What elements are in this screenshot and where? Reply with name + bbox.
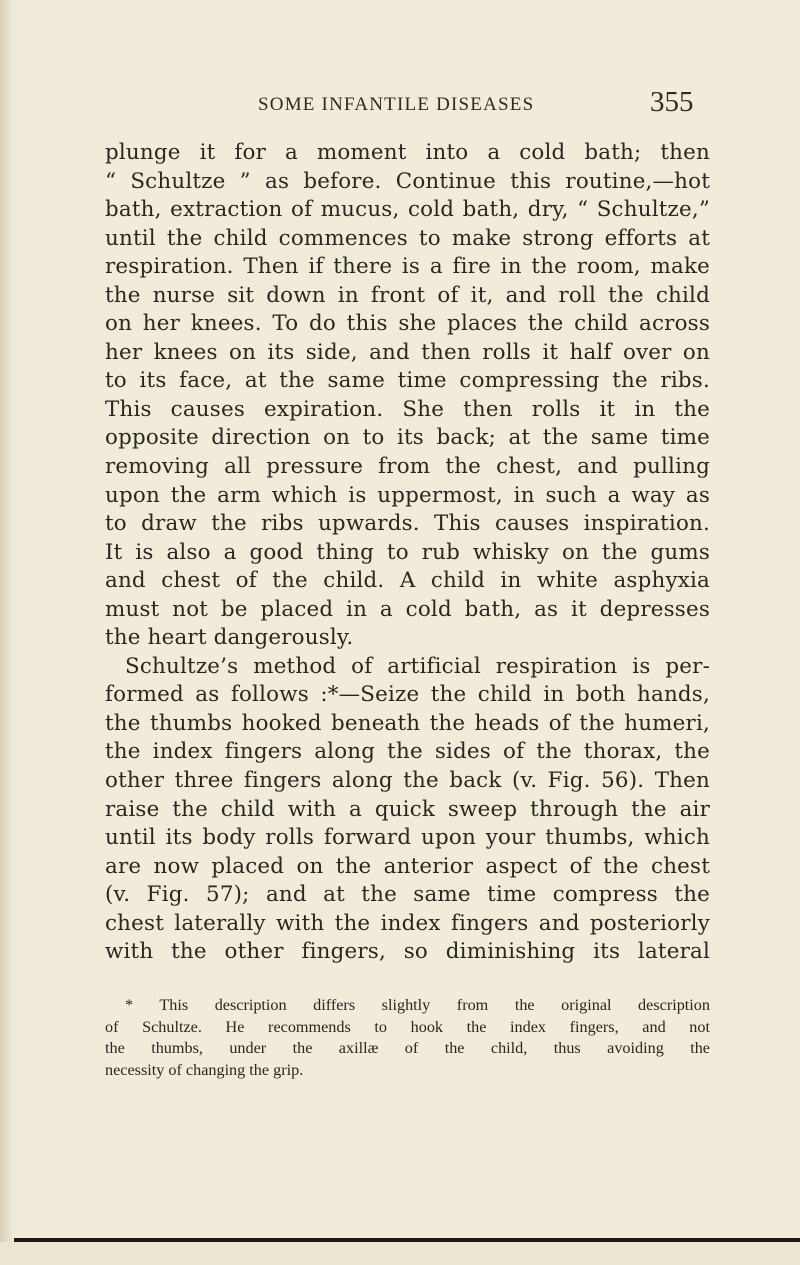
text-line: the index fingers along the sides of the thorax, the [105, 739, 710, 765]
text-line: the thumbs hooked beneath the heads of the humeri, [105, 710, 710, 736]
text-line: until its body rolls forward upon your thumbs, which [105, 825, 710, 851]
text-line: “ Schultze ” as before. Continue this routine,—hot [105, 168, 710, 194]
text-line: respiration. Then if there is a fire in the room, make [105, 254, 710, 280]
text-line: chest laterally with the index fingers and posteriorly [105, 910, 710, 936]
footnote [105, 995, 710, 1081]
text-line: are now placed on the anterior aspect of the chest [105, 853, 710, 879]
text-line: Schultze’s method of artificial respiration is per- [125, 653, 710, 679]
text-line: to draw the ribs upwards. This causes inspiration. [105, 511, 710, 537]
text-line: removing all pressure from the chest, and pulling [105, 454, 710, 480]
text-line: the heart dangerously. [105, 625, 354, 651]
page-edge-shadow [0, 0, 14, 1265]
text-line: to its face, at the same time compressing the ribs. [105, 368, 710, 394]
text-line: opposite direction on to its back; at the same time [105, 425, 710, 451]
text-line: the nurse sit down in front of it, and roll the child [105, 282, 710, 308]
text-line: until the child commences to make strong efforts at [105, 225, 710, 251]
running-head [0, 86, 800, 130]
text-line: bath, extraction of mucus, cold bath, dry, “ Schultze,” [105, 197, 710, 223]
footnote-line: necessity of changing the grip. [105, 1060, 304, 1079]
text-line: upon the arm which is uppermost, in such a way as [105, 482, 710, 508]
text-line: It is also a good thing to rub whisky on the gums [105, 539, 710, 565]
body-text [105, 139, 710, 967]
text-line: on her knees. To do this she places the child across [105, 311, 710, 337]
text-line: This causes expiration. She then rolls it in the [105, 396, 710, 422]
footnote-line: * This description differs slightly from the original description [125, 996, 710, 1014]
text-line: with the other fingers, so diminishing its lateral [105, 939, 710, 965]
footnote-line: of Schultze. He recommends to hook the index fingers, and not [105, 1017, 710, 1036]
text-line: formed as follows :*—Seize the child in both hands, [105, 682, 710, 708]
running-title: SOME INFANTILE DISEASES [258, 94, 535, 115]
text-line: (v. Fig. 57); and at the same time compress the [105, 882, 710, 908]
text-line: other three fingers along the back (v. Fig. 56). Then [105, 768, 710, 794]
text-line: raise the child with a quick sweep through the air [105, 796, 710, 822]
footnote-line: the thumbs, under the axillæ of the child, thus avoiding the [105, 1039, 710, 1057]
text-line: and chest of the child. A child in white asphyxia [105, 568, 710, 594]
page-bottom-margin [0, 1242, 800, 1265]
page-number: 355 [650, 86, 694, 118]
text-line: her knees on its side, and then rolls it half over on [105, 339, 710, 365]
text-line: must not be placed in a cold bath, as it depresses [105, 596, 710, 622]
text-line: plunge it for a moment into a cold bath; then [105, 140, 710, 165]
